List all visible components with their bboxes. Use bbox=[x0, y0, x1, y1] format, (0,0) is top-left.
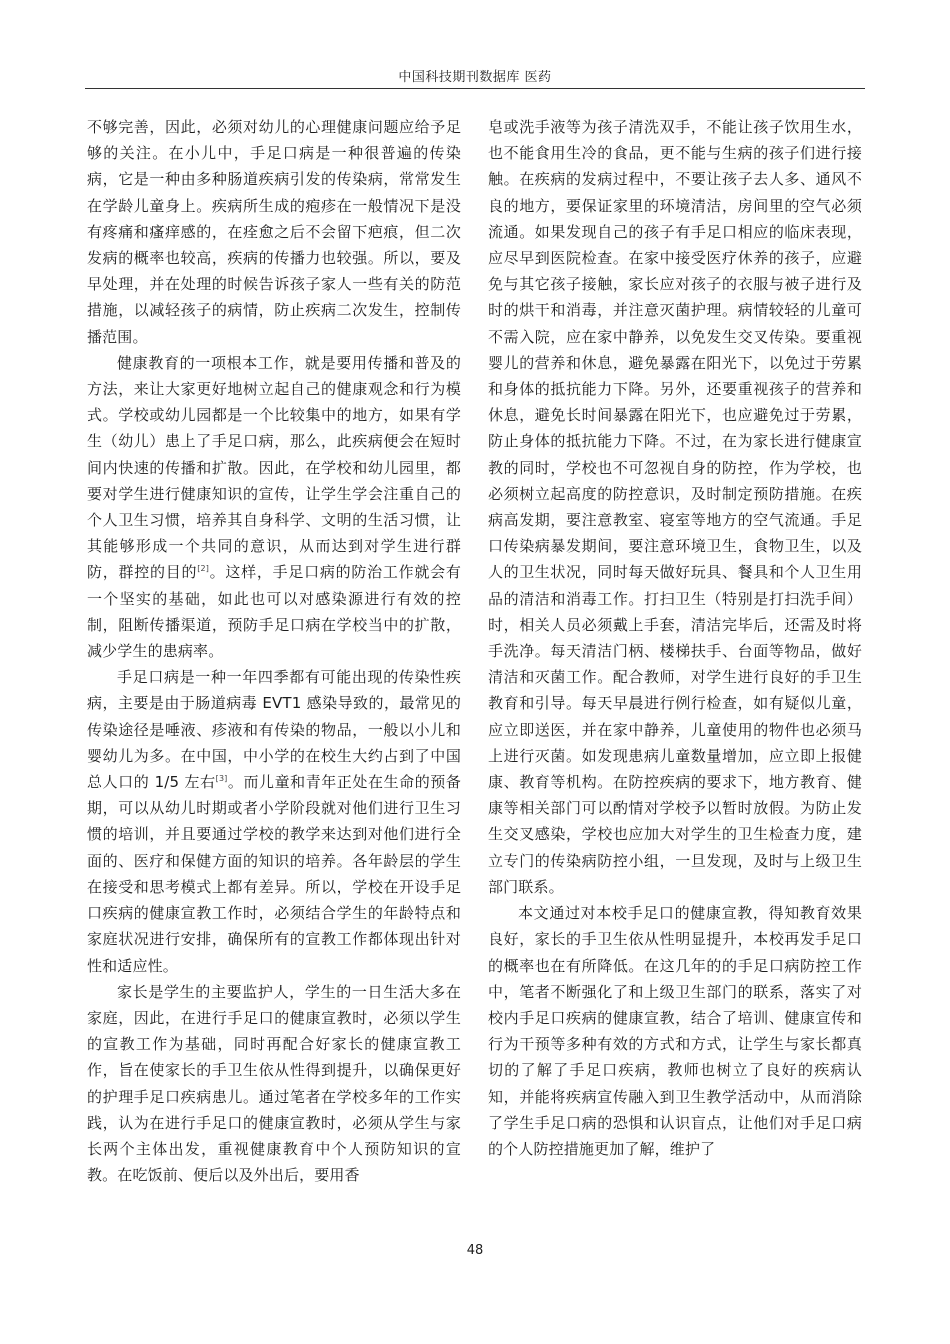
citation-marker[interactable]: [2] bbox=[197, 564, 210, 574]
header-rule bbox=[85, 88, 865, 89]
body-paragraph: 家长是学生的主要监护人，学生的一日生活大多在家庭，因此，在进行手足口的健康宣教时，必须以学生的宣教工作为基础，同时再配合好家长的健康宣教工作，旨在使家长的手卫生依从性得到提升，以确保更好的护理手足口疾病患儿。通过笔者在学校多年的工作实践，认为在进行手足口的健康宣教时，必须从学生与家长两个主体出发，重视健康教育中个人预防知识的宣教。在吃饭前、便后以及外出后，要用香 bbox=[87, 982, 461, 1185]
running-header: 中国科技期刊数据库 医药 bbox=[398, 70, 552, 85]
body-paragraph: 本文通过对本校手足口的健康宣教，得知教育效果良好，家长的手卫生依从性明显提升，本校再发手足口的概率也在有所降低。在这几年的的手足口病防控工作中，笔者不断强化了和上级卫生部门的联系，落实了对校内手足口疾病的健康宣教，结合了培训、健康宣传和行为干预等多种有效的方式和方式，让学生与家长都真切的了解了手足口疾病，教师也树立了良好的疾病认知，并能将疾病宣传融入到卫生教学活动中，从而消除了学生手足口病的恐惧和认识盲点，让他们对手足口病的个人防控措施更加了解，维护了 bbox=[488, 904, 862, 1158]
body-paragraph: 不够完善，因此，必须对幼儿的心理健康问题应给予足够的关注。在小儿中，手足口病是一种很普遍的传染病，它是一种由多种肠道疾病引发的传染病，常常发生在学龄儿童身上。疾病所生成的疱疹在一般情况下是没有疼痛和瘙痒感的，在痊愈之后不会留下疤痕，但二次发病的概率也较高，疾病的传播力也较强。所以，要及早处理，并在处理的时候告诉孩子家人一些有关的防范措施，以减轻孩子的病情，防止疾病二次发生，控制传播范围。 bbox=[87, 118, 461, 346]
left-column bbox=[87, 114, 461, 1188]
right-column bbox=[488, 114, 862, 1162]
paragraph-text: 。这样，手足口病的防治工作就会有一个坚实的基础，如此也可以对感染源进行有效的控制，阻断传播渠道，预防手足口病在学校当中的扩散，减少学生的患病率。 bbox=[87, 563, 461, 661]
paragraph-text: 。而儿童和青年正处在生命的预备期，可以从幼儿时期或者小学阶段就对他们进行卫生习惯的培训，并且要通过学校的教学来达到对他们进行全面的、医疗和保健方面的知识的培养。各年龄层的学生在接受和思考模式上都有差异。所以，学校在开设手足口疾病的健康宣教工作时，必须结合学生的年龄特点和家庭状况进行安排，确保所有的宣教工作都体现出针对性和适应性。 bbox=[87, 773, 461, 975]
paragraph-text: 健康教育的一项根本工作，就是要用传播和普及的方法，来让大家更好地树立起自己的健康观念和行为模式。学校或幼儿园都是一个比较集中的地方，如果有学生（幼儿）患上了手足口病，那么，此疾病便会在短时间内快速的传播和扩散。因此，在学校和幼儿园里，都要对学生进行健康知识的宣传，让学生学会注重自己的个人卫生习惯，培养其自身科学、文明的生活习惯，让其能够形成一个共同的意识，从而达到对学生进行群防，群控的目的 bbox=[87, 353, 461, 582]
page-number: 48 bbox=[466, 1243, 484, 1258]
body-paragraph bbox=[87, 350, 461, 664]
paragraph-text: 手足口病是一种一年四季都有可能出现的传染性疾病，主要是由于肠道病毒 EVT1 感染导致的，最常见的传染途径是唾液、疹液和有传染的物品，一般以小儿和婴幼儿为多。在中国，中小学的在校生大约占到了中国总人口的 1/5 左右 bbox=[87, 668, 461, 792]
citation-marker[interactable]: [3] bbox=[215, 774, 228, 784]
body-paragraph bbox=[87, 664, 461, 978]
body-paragraph: 皂或洗手液等为孩子清洗双手，不能让孩子饮用生水，也不能食用生冷的食品，更不能与生病的孩子们进行接触。在疾病的发病过程中，不要让孩子去人多、通风不良的地方，要保证家里的环境清洁，房间里的空气必须流通。如果发现自己的孩子有手足口相应的临床表现，应尽早到医院检查。在家中接受医疗休养的孩子，应避免与其它孩子接触，家长应对孩子的衣服与被子进行及时的烘干和消毒，并注意灭菌护理。病情较轻的儿童可不需入院，应在家中静养，以免发生交叉传染。要重视婴儿的营养和休息，避免暴露在阳光下，以免过于劳累和身体的抵抗能力下降。另外，还要重视孩子的营养和休息，避免长时间暴露在阳光下，也应避免过于劳累，防止身体的抵抗能力下降。不过，在为家长进行健康宣教的同时，学校也不可忽视自身的防控，作为学校，也必须树立起高度的防控意识，及时制定预防措施。在疾病高发期，要注意教室、寝室等地方的空气流通。手足口传染病暴发期间，要注意环境卫生，食物卫生，以及人的卫生状况，同时每天做好玩具、餐具和个人卫生用品的清洁和消毒工作。打扫卫生（特别是打扫洗手间）时，相关人员必须戴上手套，清洁完毕后，还需及时将手洗净。每天清洁门柄、楼梯扶手、台面等物品，做好清洁和灭菌工作。配合教师，对学生进行良好的手卫生教育和引导。每天早晨进行例行检查，如有疑似儿童，应立即送医，并在家中静养，儿童使用的物件也必须马上进行灭菌。如发现患病儿童数量增加，应立即上报健康、教育等机构。在防控疾病的要求下，地方教育、健康等相关部门可以酌情对学校予以暂时放假。为防止发生交叉感染，学校也应加大对学生的卫生检查力度，建立专门的传染病防控小组，一旦发现，及时与上级卫生部门联系。 bbox=[488, 118, 862, 896]
